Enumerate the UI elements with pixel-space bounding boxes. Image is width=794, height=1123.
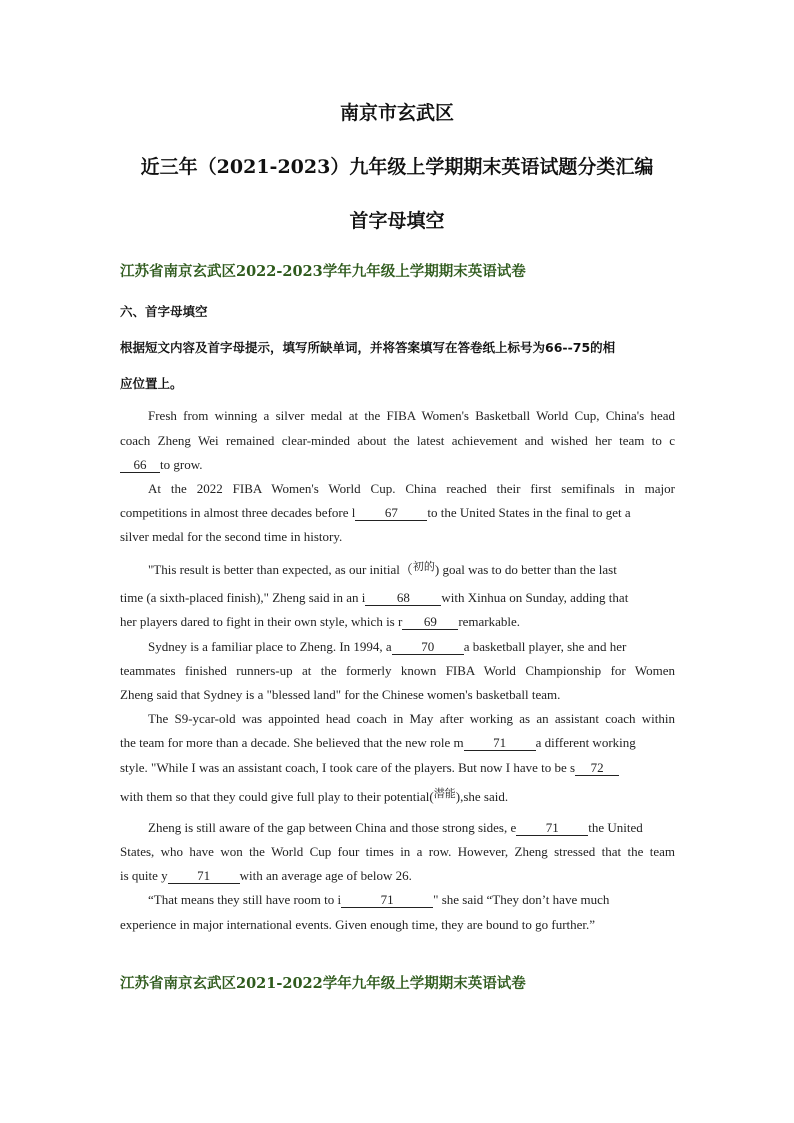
passage-line: The S9-ycar-old was appointed head coach in May after working as an assistant coach within <box>148 711 675 726</box>
answer-blank-67[interactable]: 67 <box>355 506 427 521</box>
passage-line: Fresh from winning a silver medal at the FIBA Women's Basketball World Cup, China's head <box>148 408 675 423</box>
passage-line: Sydney is a familiar place to Zheng. In 1994, a 70 a basketball player, she and her <box>148 639 627 654</box>
gloss-chinese: 潜能 <box>433 787 456 800</box>
section-heading-2022-2023: 江苏省南京玄武区2022-2023学年九年级上学期期末英语试卷 <box>120 263 526 280</box>
passage-line: "This result is better than expected, as our initial（$^{初的}$) goal was to do better than the last <box>148 560 617 577</box>
section-heading-2021-2022: 江苏省南京玄武区2021-2022学年九年级上学期期末英语试卷 <box>120 975 526 992</box>
passage-line: her players dared to fight in their own style, which is r 69 remarkable. <box>120 614 521 629</box>
passage-line: teammates finished runners-up at the formerly known FIBA World Championship for Women <box>120 663 675 678</box>
passage-line: Zheng said that Sydney is a "blessed land" for the Chinese women's basketball team. <box>120 687 561 702</box>
answer-blank-71b[interactable]: 71 <box>516 821 588 836</box>
answer-blank-70[interactable]: 70 <box>392 640 464 655</box>
passage-line: “That means they still have room to i 71 " she said “They don’t have much <box>148 892 610 907</box>
passage-line: is quite y 71 with an average age of below 26. <box>120 868 412 883</box>
part-title: 六、首字母填空 <box>120 304 208 319</box>
passage-line: competitions in almost three decades before l 67 to the United States in the final to get a <box>120 505 631 520</box>
passage-line: the team for more than a decade. She believed that the new role m 71 a different working <box>120 735 636 750</box>
instruction-line-2: 应位置上。 <box>120 376 183 391</box>
answer-blank-71c[interactable]: 71 <box>168 869 240 884</box>
answer-blank-68[interactable]: 68 <box>365 591 441 606</box>
answer-blank-71d[interactable]: 71 <box>341 893 433 908</box>
passage-line: Zheng is still aware of the gap between China and those strong sides, e 71 the United <box>148 820 643 835</box>
title-district: 南京市玄武区 <box>339 102 454 124</box>
answer-blank-66[interactable]: 66 <box>120 458 160 473</box>
passage-line: coach Zheng Wei remained clear-minded about the latest achievement and wished her team to c <box>120 433 675 448</box>
passage-line: with them so that they could give full play to their potential($^{潜能}$),she said. <box>120 787 509 804</box>
passage-line: experience in major international events. Given enough time, they are bound to go further.” <box>120 917 596 932</box>
gloss-chinese: 初的 <box>412 560 435 573</box>
answer-blank-71[interactable]: 71 <box>464 736 536 751</box>
instruction-line-1: 根据短文内容及首字母提示，填写所缺单词，并将答案填写在答卷纸上标号为66--75的相 <box>120 340 616 355</box>
passage-line: 66 to grow. <box>120 457 675 473</box>
passage-line: style. "While I was an assistant coach, I took care of the players. But now I have to be s 72 <box>120 760 675 776</box>
passage-line: time (a sixth-placed finish)," Zheng said in an i 68 with Xinhua on Sunday, adding that <box>120 590 629 605</box>
title-topic: 首字母填空 <box>349 210 445 232</box>
passage-line: States, who have won the World Cup four times in a row. However, Zheng stressed that the team <box>120 844 675 859</box>
passage-line: At the 2022 FIBA Women's World Cup. China reached their first semifinals in major <box>148 481 675 496</box>
title-main: 近三年（2021-2023）九年级上学期期末英语试题分类汇编 <box>140 156 654 178</box>
answer-blank-72[interactable]: 72 <box>575 761 619 776</box>
answer-blank-69[interactable]: 69 <box>402 615 458 630</box>
passage-line: silver medal for the second time in history. <box>120 529 343 544</box>
